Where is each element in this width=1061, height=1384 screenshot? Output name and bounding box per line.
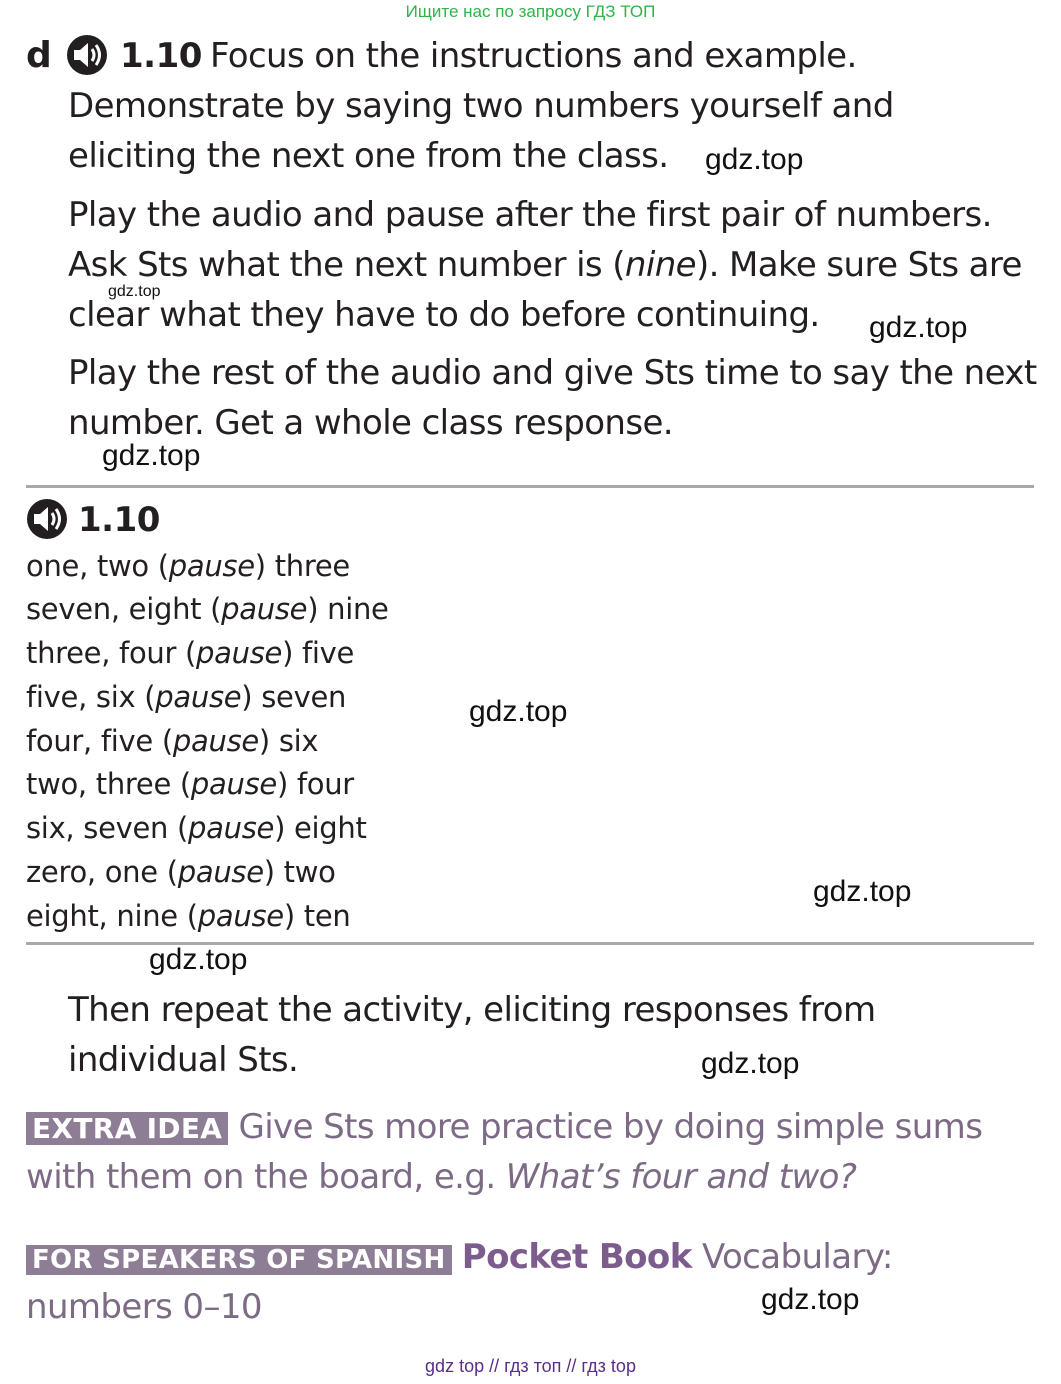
script-line <box>26 675 346 719</box>
script-line <box>26 631 354 675</box>
script-line-text: zero, one ( <box>26 855 178 889</box>
spanish-line-1 <box>26 1232 893 1285</box>
instruction-line-1: Focus on the instructions and example. <box>210 36 857 76</box>
watermark: gdz.top <box>102 439 201 472</box>
extra-idea-line-1 <box>26 1102 982 1154</box>
watermark: gdz.top <box>705 143 804 176</box>
pause-word: pause <box>188 811 275 845</box>
script-line-text: ) four <box>276 767 354 801</box>
script-line-text: ) five <box>282 636 355 670</box>
script-line-text: five, six ( <box>26 680 156 714</box>
para2-line-2-after: ). Make sure Sts are <box>695 245 1022 285</box>
script-line <box>26 806 367 850</box>
script-speaker-icon[interactable] <box>26 498 68 544</box>
script-line <box>26 762 354 806</box>
script-line <box>26 587 389 631</box>
script-line <box>26 850 336 894</box>
extra-idea-line-2 <box>26 1152 856 1202</box>
extra-idea-text: Give Sts more practice by doing simple sums <box>238 1107 983 1147</box>
script-line <box>26 719 318 763</box>
para2-line-2-italic: nine <box>624 245 696 285</box>
para2-line-2-before: Ask Sts what the next number is ( <box>68 245 625 285</box>
script-line-text: ) seven <box>241 680 347 714</box>
script-line-text: eight, nine ( <box>26 899 198 933</box>
bottom-banner-link[interactable]: gdz top // гдз топ // гдз top <box>425 1356 636 1376</box>
script-line <box>26 894 350 938</box>
instruction-line-3: eliciting the next one from the class. <box>68 136 669 176</box>
pocket-book-title: Pocket Book <box>461 1237 692 1277</box>
script-line-text: seven, eight ( <box>26 592 222 626</box>
pause-word: pause <box>168 549 255 583</box>
script-line-text: ) six <box>258 724 319 758</box>
extra-idea-text-2: with them on the board, e.g. <box>26 1157 506 1197</box>
script-track-number: 1.10 <box>78 500 160 540</box>
pause-word: pause <box>155 680 242 714</box>
script-line-text: two, three ( <box>26 767 191 801</box>
script-line-text: ) three <box>254 549 350 583</box>
watermark-small: gdz.top <box>108 283 161 300</box>
pause-word: pause <box>190 767 277 801</box>
extra-idea-label: EXTRA IDEA <box>26 1112 228 1145</box>
spanish-rest: Vocabulary: <box>701 1237 893 1277</box>
pause-word: pause <box>172 724 259 758</box>
watermark: gdz.top <box>701 1047 800 1080</box>
audio-speaker-icon[interactable] <box>66 34 108 80</box>
script-line-text: six, seven ( <box>26 811 189 845</box>
top-banner-link[interactable]: Ищите нас по запросу ГДЗ ТОП <box>405 2 656 21</box>
para3-line-2: number. Get a whole class response. <box>68 403 674 443</box>
para3-line-1: Play the rest of the audio and give Sts time to say the next <box>68 353 1037 393</box>
watermark: gdz.top <box>149 943 248 976</box>
extra-idea-example: What’s four and two? <box>505 1157 857 1197</box>
watermark: gdz.top <box>469 695 568 728</box>
para4-line-2: individual Sts. <box>68 1040 299 1080</box>
para2-line-1: Play the audio and pause after the first pair of numbers. <box>68 195 992 235</box>
para2-line-2 <box>68 240 1022 290</box>
para2-line-3: clear what they have to do before continuing. <box>68 295 820 335</box>
script-line <box>26 544 350 588</box>
script-line-text: four, five ( <box>26 724 173 758</box>
instruction-line-2: Demonstrate by saying two numbers yourself and <box>68 86 894 126</box>
watermark: gdz.top <box>761 1283 860 1316</box>
script-line-text: ) nine <box>307 592 389 626</box>
pause-word: pause <box>177 855 264 889</box>
script-line-text: ) two <box>263 855 336 889</box>
script-line-text: ) eight <box>274 811 367 845</box>
script-line-text: one, two ( <box>26 549 169 583</box>
pause-word: pause <box>221 592 308 626</box>
script-line-text: three, four ( <box>26 636 197 670</box>
watermark: gdz.top <box>869 311 968 344</box>
pause-word: pause <box>197 899 284 933</box>
exercise-letter: d <box>26 35 52 76</box>
divider-top <box>26 485 1034 488</box>
track-number: 1.10 <box>120 36 202 76</box>
spanish-label: FOR SPEAKERS OF SPANISH <box>26 1245 452 1275</box>
script-line-text: ) ten <box>283 899 351 933</box>
spanish-line-2: numbers 0–10 <box>26 1287 262 1327</box>
para4-line-1: Then repeat the activity, eliciting responses from <box>68 990 876 1030</box>
pause-word: pause <box>196 636 283 670</box>
watermark: gdz.top <box>813 875 912 908</box>
